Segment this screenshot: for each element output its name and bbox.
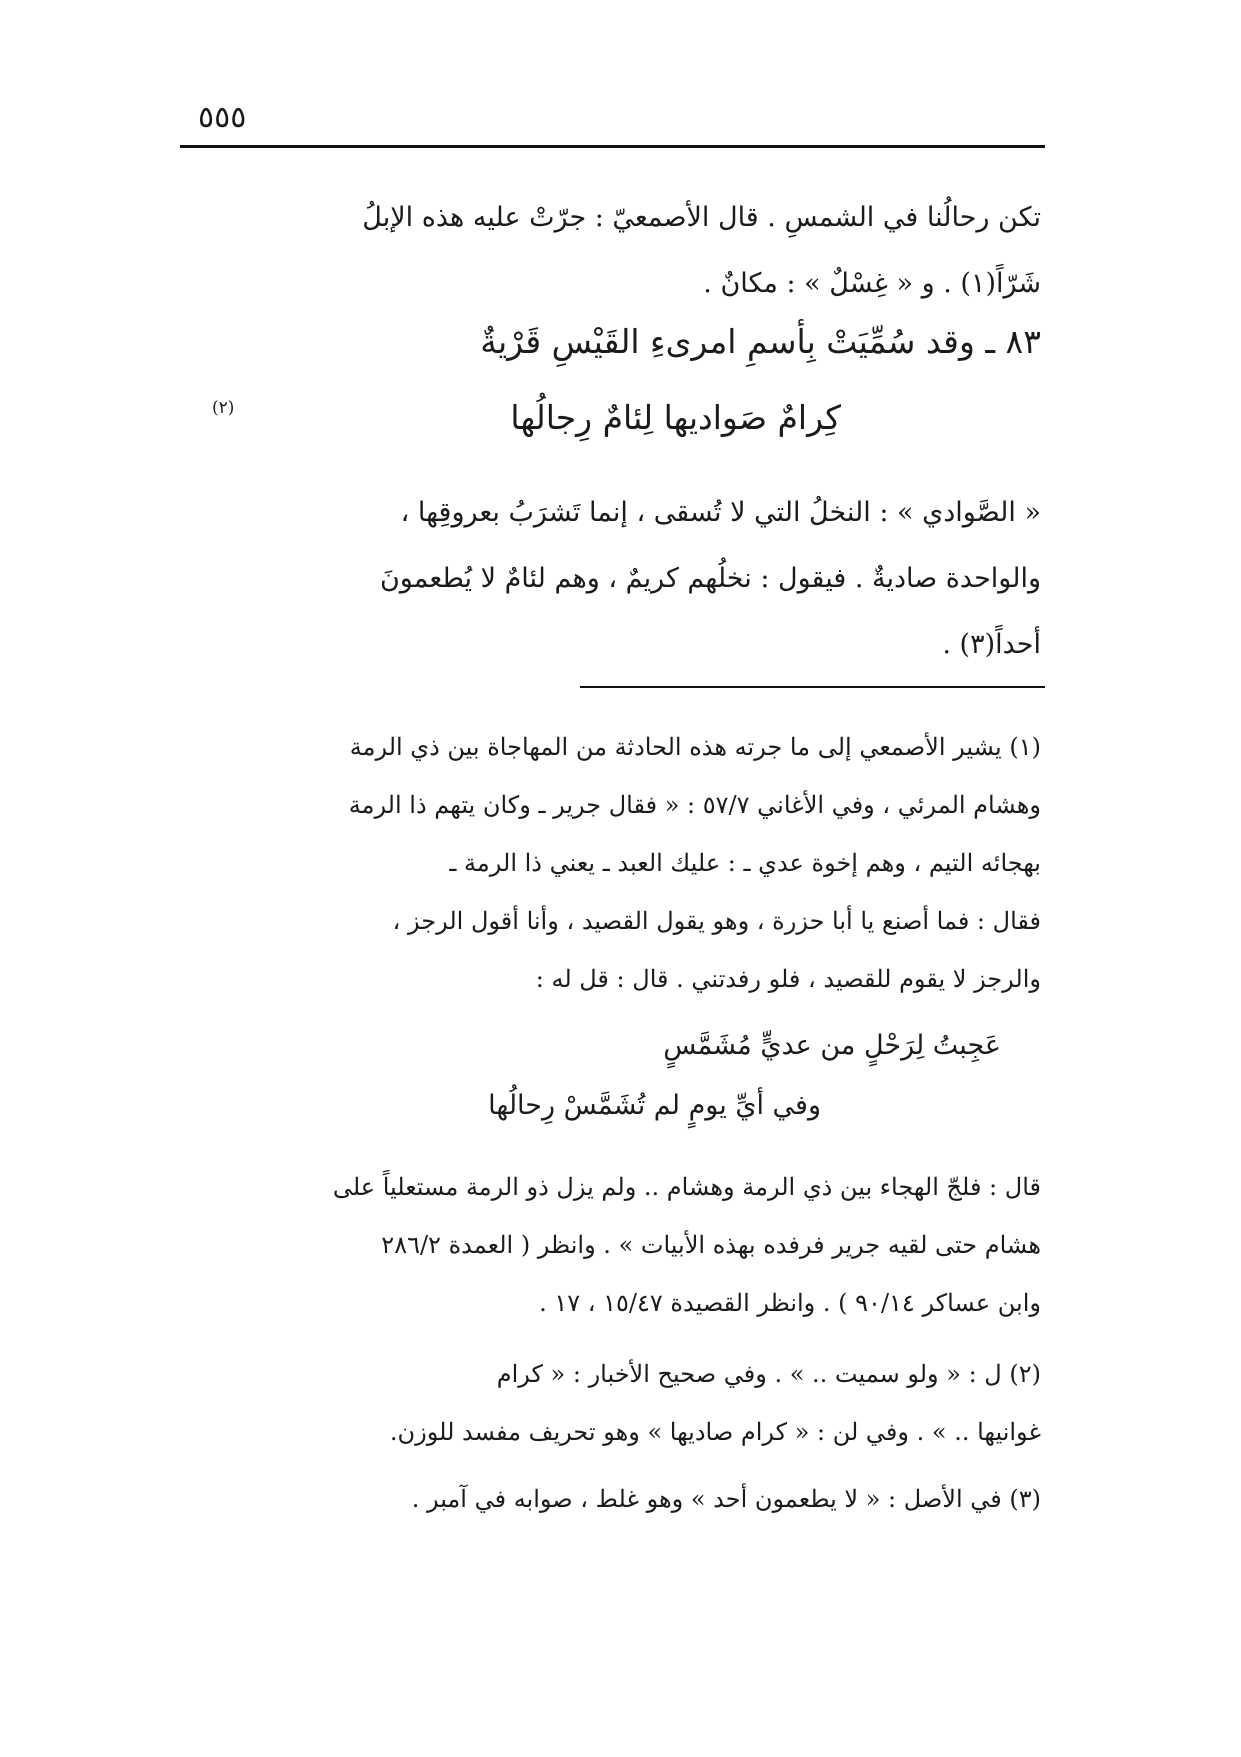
gloss-line: أحداً(٣) .	[942, 629, 1041, 660]
footnote-line: والرجز لا يقوم للقصيد ، فلو رفدتني . قال : قل له :	[535, 965, 1041, 993]
footnote-line: غوانيها .. » . وفي لن : « كرام صاديها » وهو تحريف مفسد للوزن.	[389, 1418, 1041, 1446]
footnote-line: بهجائه التيم ، وهم إخوة عدي ـ : عليك العبد ـ يعني ذا الرمة ـ	[449, 849, 1041, 877]
footnote-verse: عَجِبتُ لِرَحْلٍ من عديٍّ مُشَمَّسٍ	[663, 1030, 1001, 1061]
footnote-line: وابن عساكر ٩٠/١٤ ) . وانظر القصيدة ١٥/٤٧ ، ١٧ .	[539, 1289, 1041, 1317]
footnote-line: (٢) ل : « ولو سميت .. » . وفي صحيح الأخبار : « كرام	[496, 1360, 1041, 1388]
header-rule	[180, 145, 1045, 148]
gloss-line: « الصَّوادي » : النخلُ التي لا تُسقى ، إنما تَشرَبُ بعروقِها ،	[400, 497, 1041, 528]
footnote-verse: وفي أيِّ يومٍ لم تُشَمَّسْ رِحالُها	[488, 1090, 821, 1121]
footnotes	[181, 718, 1041, 1008]
footnote-line: قال : فلجّ الهجاء بين ذي الرمة وهشام .. ولم يزل ذو الرمة مستعلياً على	[332, 1173, 1041, 1201]
footnote-3	[181, 1470, 1041, 1528]
footnote-line: فقال : فما أصنع يا أبا حزرة ، وهو يقول القصيد ، وأنا أقول الرجز ،	[392, 907, 1041, 935]
footnotes-continued	[181, 1158, 1041, 1332]
footnote-line: وهشام المرئي ، وفي الأغاني ٥٧/٧ : « فقال جرير ـ وكان يتهم ذا الرمة	[348, 791, 1041, 819]
footnote-line: هشام حتى لقيه جرير فرفده بهذه الأبيات » . وانظر ( العمدة ٢٨٦/٢	[381, 1231, 1041, 1259]
gloss-text	[181, 480, 1041, 678]
entry-heading: ٨٣ ـ وقد سُمِّيَتْ بِأسمِ امرىءِ القَيْسِ قَرْيةٌ	[480, 322, 1041, 361]
body-line: تكن رحالُنا في الشمسِ . قال الأصمعيّ : جرّتْ عليه هذه الإبلُ	[362, 202, 1041, 233]
footnote-line: (٣) في الأصل : « لا يطعمون أحد » وهو غلط ، صوابه في آمبر .	[411, 1485, 1041, 1513]
footnote-marker: (٢)	[212, 398, 235, 418]
footnote-rule	[580, 686, 1045, 688]
body-line: شَرّاً(١) . و « غِسْلٌ » : مكانٌ .	[703, 268, 1041, 299]
body-text	[181, 185, 1041, 317]
page-number: ٥٥٥	[198, 100, 247, 135]
footnote-2	[181, 1345, 1041, 1461]
footnote-line: (١) يشير الأصمعي إلى ما جرته هذه الحادثة من المهاجاة بين ذي الرمة	[349, 733, 1041, 761]
gloss-line: والواحدة صاديةٌ . فيقول : نخلُهم كريمٌ ، وهم لئامٌ لا يُطعمونَ	[379, 563, 1041, 594]
poem-verse: كِرامٌ صَواديها لِئامٌ رِجالُها	[510, 398, 841, 437]
